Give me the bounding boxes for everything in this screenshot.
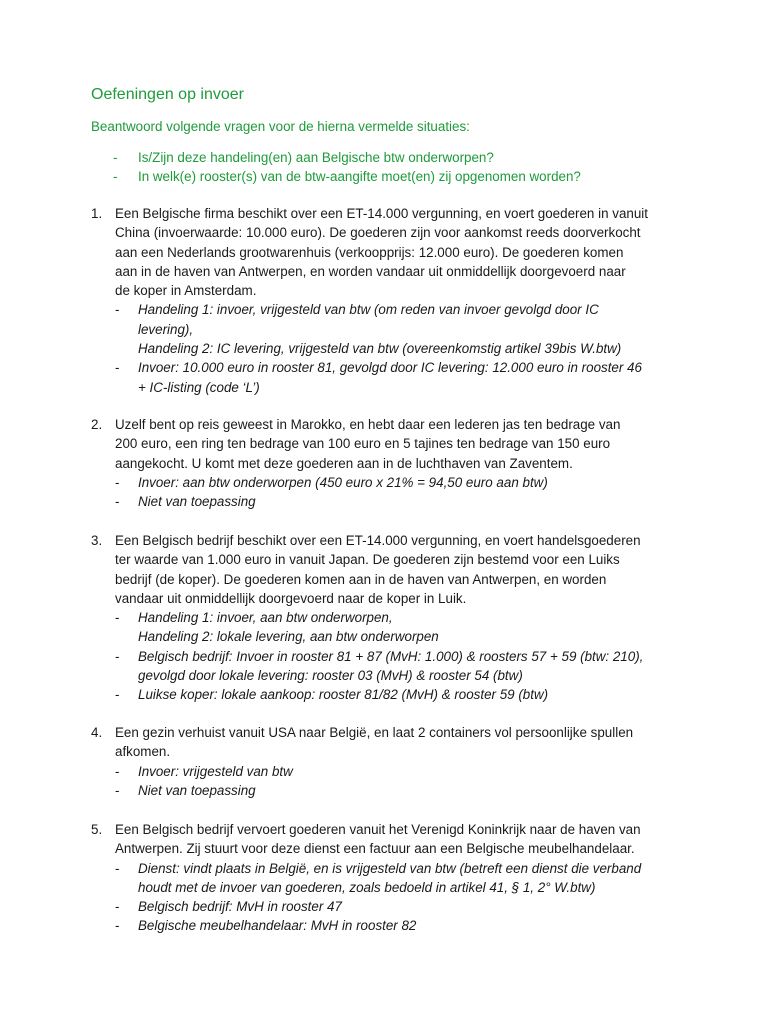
exercise-line: Een Belgisch bedrijf vervoert goederen vanuit het Verenigd Koninkrijk naar de haven van bbox=[115, 822, 641, 837]
exercise-line: bedrijf (de koper). De goederen komen aan in de haven van Antwerpen, en worden bbox=[115, 571, 607, 587]
dash-bullet: - bbox=[113, 169, 118, 184]
exercise-line: Uzelf bent op reis geweest in Marokko, en hebt daar een lederen jas ten bedrage van bbox=[115, 417, 621, 432]
answer-item: - Belgisch bedrijf: Invoer in rooster 81 + 87 (MvH: 1.000) & roosters 57 + 59 (btw: 210), gevolgd door lokale levering: rooster 03 (MvH) & rooster 54 (btw) bbox=[115, 648, 644, 684]
exercise-line: de koper in Amsterdam. bbox=[115, 283, 257, 299]
answer-item: - Handeling 1: invoer, aan btw onderworpen, Handeling 2: lokale levering, aan btw onderworpen bbox=[115, 610, 439, 645]
question-list bbox=[91, 148, 581, 186]
intro-text: Beantwoord volgende vragen voor de hierna vermelde situaties: bbox=[91, 119, 470, 134]
dash-bullet: - bbox=[113, 150, 118, 165]
exercise-line: ter waarde van 1.000 euro in vanuit Japan. De goederen zijn bestemd voor een Luiks bbox=[115, 552, 620, 568]
answer-item: - Invoer: aan btw onderworpen (450 euro x 21% = 94,50 euro aan btw) bbox=[115, 474, 548, 490]
answer-item: - Niet van toepassing bbox=[115, 494, 256, 510]
exercise-line: aan een Nederlands grootwarenhuis (verkoopprijs: 12.000 euro). De goederen komen bbox=[115, 244, 624, 260]
exercise-number: 2. bbox=[91, 417, 103, 432]
answer-list bbox=[115, 762, 691, 801]
answer-list bbox=[115, 473, 691, 512]
question-item: - In welk(e) rooster(s) van de btw-aangifte moet(en) zij opgenomen worden? bbox=[113, 169, 581, 184]
exercise-5 bbox=[91, 820, 691, 936]
answer-item: - Niet van toepassing bbox=[115, 782, 256, 798]
question-item: - Is/Zijn deze handeling(en) aan Belgische btw onderworpen? bbox=[113, 150, 494, 165]
answer-list bbox=[115, 859, 691, 936]
exercise-line: Antwerpen. Zij stuurt voor deze dienst een factuur aan een Belgische meubelhandelaar. bbox=[115, 841, 635, 857]
exercise-line: Een gezin verhuist vanuit USA naar België, en laat 2 containers vol persoonlijke spullen bbox=[115, 725, 634, 740]
answer-list bbox=[115, 300, 691, 396]
page-title: Oefeningen op invoer bbox=[91, 86, 244, 103]
answer-item: - Handeling 1: invoer, vrijgesteld van btw (om reden van invoer gevolgd door IC levering), Handeling 2: IC levering, vrijgesteld van btw (overeenkomstig artikel 39bis W.btw) bbox=[115, 302, 622, 357]
exercise-line: aan in de haven van Antwerpen, en worden vandaar uit onmiddellijk doorgevoerd naar bbox=[115, 263, 626, 279]
exercise-2 bbox=[91, 415, 691, 511]
answer-item: - Invoer: 10.000 euro in rooster 81, gevolgd door IC levering: 12.000 euro in rooster 46 + IC-listing (code ‘L’) bbox=[115, 360, 642, 395]
exercise-line: aangekocht. U komt met deze goederen aan in de luchthaven van Zaventem. bbox=[115, 455, 573, 471]
answer-item: - Luikse koper: lokale aankoop: rooster 81/82 (MvH) & rooster 59 (btw) bbox=[115, 687, 549, 703]
answer-item: - Belgisch bedrijf: MvH in rooster 47 bbox=[115, 899, 342, 915]
exercise-number: 4. bbox=[91, 725, 103, 740]
exercise-3 bbox=[91, 531, 691, 705]
answer-item: - Dienst: vindt plaats in België, en is vrijgesteld van btw (betreft een dienst die verband houdt met de invoer van goederen, zoals bedoeld in artikel 41, § 1, 2° W.btw) bbox=[115, 860, 642, 895]
answer-item: - Invoer: vrijgesteld van btw bbox=[115, 763, 293, 779]
exercise-line: China (invoerwaarde: 10.000 euro). De goederen zijn voor aankomst reeds doorverkocht bbox=[115, 225, 641, 241]
answer-item: - Belgische meubelhandelaar: MvH in rooster 82 bbox=[115, 918, 417, 934]
exercise-number: 3. bbox=[91, 533, 103, 548]
exercise-line: Een Belgisch bedrijf beschikt over een ET-14.000 vergunning, en voert handelsgoederen bbox=[115, 533, 641, 548]
exercise-line: 200 euro, een ring ten bedrage van 100 euro en 5 tajines ten bedrage van 150 euro bbox=[115, 436, 611, 452]
exercise-1 bbox=[91, 204, 691, 397]
answer-list bbox=[115, 608, 691, 704]
exercise-line: afkomen. bbox=[115, 744, 171, 760]
exercise-line: Een Belgische firma beschikt over een ET-14.000 vergunning, en voert goederen in vanuit bbox=[115, 206, 648, 221]
exercise-line: vandaar uit onmiddellijk doorgevoerd naar de koper in Luik. bbox=[115, 590, 467, 606]
exercise-number: 1. bbox=[91, 206, 103, 221]
exercise-4 bbox=[91, 723, 691, 800]
exercise-number: 5. bbox=[91, 822, 103, 837]
